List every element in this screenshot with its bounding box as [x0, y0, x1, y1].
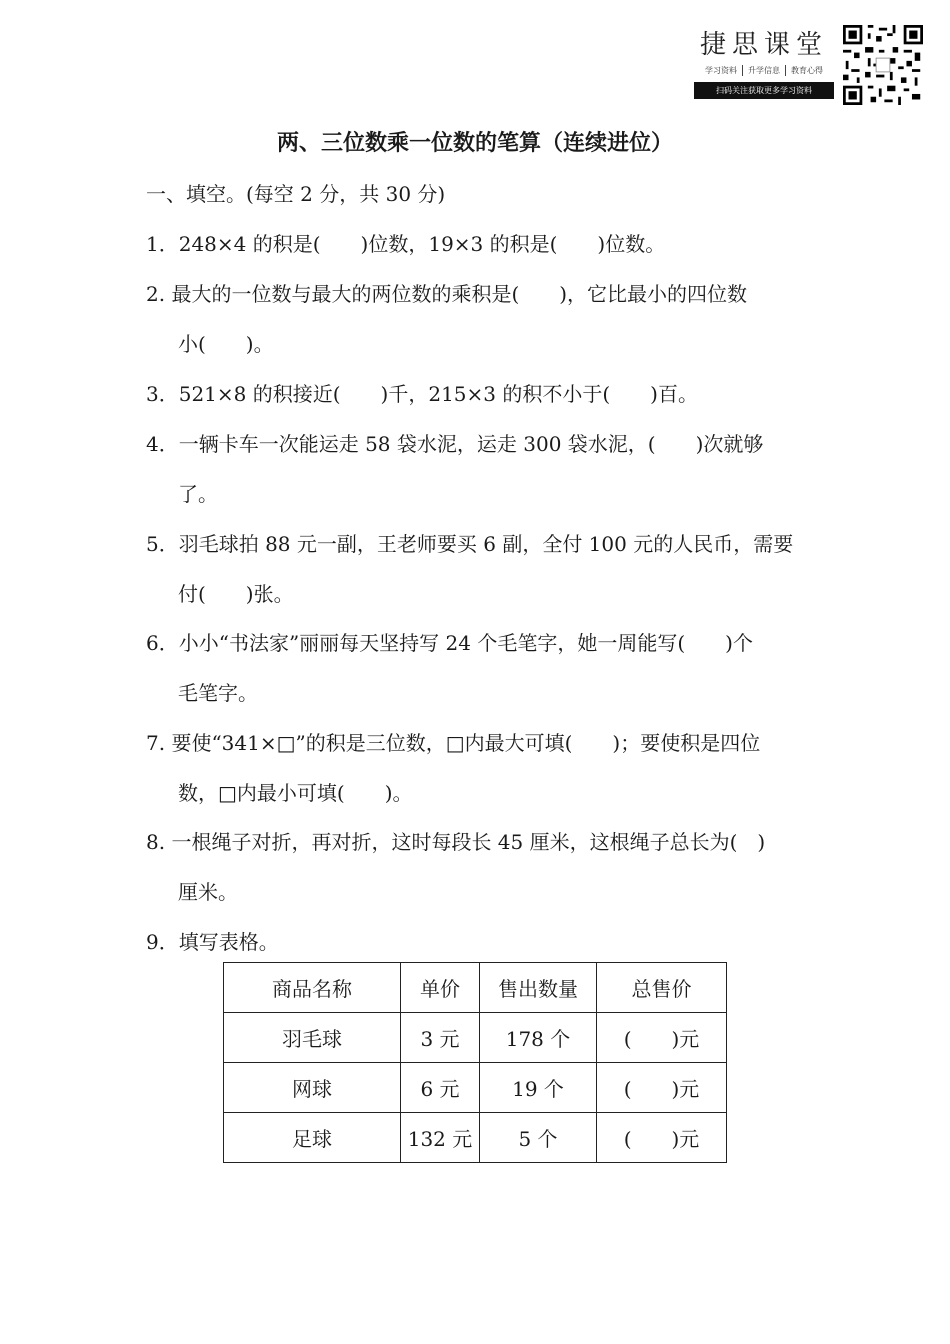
- brand-tag: 学习资料: [705, 66, 737, 75]
- question-line: 付( )张。: [178, 582, 294, 606]
- brand-tag: 升学信息: [742, 65, 785, 76]
- question-line: 7. 要使“341×□”的积是三位数，□内最大可填( )；要使积是四位: [146, 731, 761, 755]
- qr-code-icon: [843, 25, 923, 105]
- section-heading: 一、填空。(每空 2 分，共 30 分): [146, 182, 446, 206]
- question-line: 数，□内最小可填( )。: [178, 781, 413, 805]
- table-cell: 足球: [224, 1113, 401, 1163]
- table-cell: 19 个: [480, 1063, 597, 1113]
- table-row: [224, 1113, 727, 1163]
- table-header-cell: 总售价: [597, 963, 727, 1013]
- question-line: 1．248×4 的积是( )位数，19×3 的积是( )位数。: [146, 232, 666, 256]
- table-header-row: [224, 963, 727, 1013]
- question-line: 小( )。: [178, 332, 274, 356]
- brand-bar: 扫码关注获取更多学习资料: [694, 82, 834, 99]
- question-line: 4．一辆卡车一次能运走 58 袋水泥，运走 300 袋水泥，( )次就够: [146, 432, 764, 456]
- table-cell: 3 元: [401, 1013, 480, 1063]
- question-line: 厘米。: [178, 880, 238, 904]
- question-line: 8. 一根绳子对折，再对折，这时每段长 45 厘米，这根绳子总长为( ): [146, 830, 766, 854]
- table-cell: 羽毛球: [224, 1013, 401, 1063]
- table-cell: ( )元: [597, 1113, 727, 1163]
- question-line: 3．521×8 的积接近( )千，215×3 的积不小于( )百。: [146, 382, 698, 406]
- table-cell: 132 元: [401, 1113, 480, 1163]
- table-row: [224, 1063, 727, 1113]
- table-cell: 6 元: [401, 1063, 480, 1113]
- table-header-cell: 售出数量: [480, 963, 597, 1013]
- question-line: 9．填写表格。: [146, 930, 279, 954]
- page-title: 两、三位数乘一位数的笔算（连续进位）: [276, 131, 673, 156]
- table-cell: 5 个: [480, 1113, 597, 1163]
- table-header-cell: 单价: [401, 963, 480, 1013]
- sales-table: [223, 962, 727, 1163]
- brand-tag: 教育心得: [785, 65, 828, 76]
- question-line: 2. 最大的一位数与最大的两位数的乘积是( )，它比最小的四位数: [146, 282, 748, 306]
- brand-logo: [694, 24, 834, 99]
- brand-name: 捷思课堂: [699, 30, 828, 60]
- table-cell: ( )元: [597, 1013, 727, 1063]
- table-header-cell: 商品名称: [224, 963, 401, 1013]
- table-row: [224, 1013, 727, 1063]
- table-cell: 178 个: [480, 1013, 597, 1063]
- brand-tags: [694, 65, 834, 76]
- table-cell: ( )元: [597, 1063, 727, 1113]
- question-line: 6．小小“书法家”丽丽每天坚持写 24 个毛笔字，她一周能写( )个: [146, 631, 753, 655]
- question-line: 毛笔字。: [178, 681, 258, 705]
- table-cell: 网球: [224, 1063, 401, 1113]
- question-line: 了。: [178, 482, 218, 506]
- question-line: 5．羽毛球拍 88 元一副，王老师要买 6 副，全付 100 元的人民币，需要: [146, 532, 794, 556]
